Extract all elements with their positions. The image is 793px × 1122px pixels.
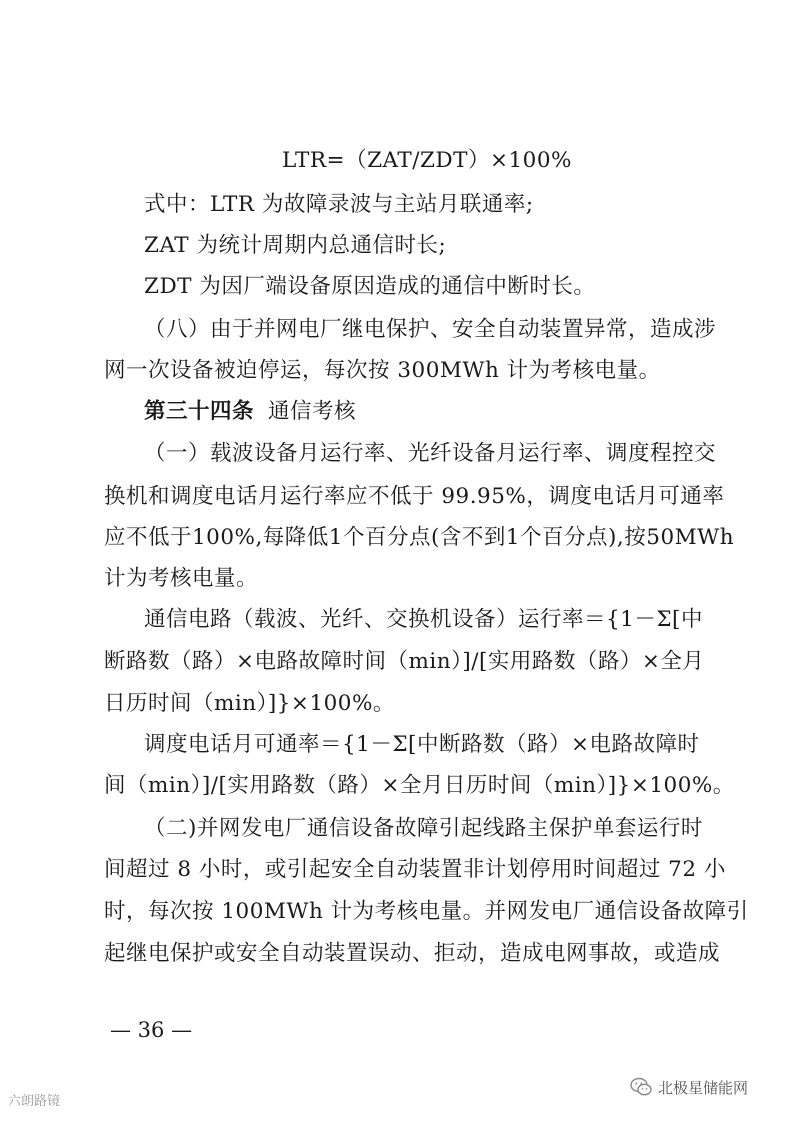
formula-ltr: LTR=（ZAT/ZDT）×100% xyxy=(282,148,572,173)
article-title: 通信考核 xyxy=(268,399,357,424)
watermark-left-text: 六朗路镜 xyxy=(8,1094,61,1109)
text-line: 间（min）]/[实用路数（路）×全月日历时间（min）]}×100%。 xyxy=(104,773,735,798)
article-heading xyxy=(144,398,734,426)
text-line: 计为考核电量。 xyxy=(104,566,259,591)
text-line: 应不低于100%,每降低1个百分点(含不到1个百分点),按50MWh xyxy=(104,525,735,550)
text-line: 网一次设备被迫停运，每次按 300MWh 计为考核电量。 xyxy=(104,358,661,383)
text-line: 间超过 8 小时，或引起安全自动装置非计划停用时间超过 72 小 xyxy=(104,857,726,882)
text-line: （八）由于并网电厂继电保护、安全自动装置异常，造成涉 xyxy=(144,317,717,342)
article-number: 第三十四条 xyxy=(144,399,255,424)
watermark-right-text: 北极星储能网 xyxy=(658,1078,749,1097)
text-line: 起继电保护或安全自动装置误动、拒动，造成电网事故，或造成 xyxy=(104,941,721,966)
text-line: 通信电路（载波、光纤、交换机设备）运行率＝{1－Σ[中 xyxy=(144,607,703,632)
text-line: 时，每次按 100MWh 计为考核电量。并网发电厂通信设备故障引 xyxy=(104,899,749,924)
text-line: ZAT 为统计周期内总通信时长; xyxy=(144,233,447,258)
text-line: （二)并网发电厂通信设备故障引起线路主保护单套运行时 xyxy=(144,816,703,841)
wechat-icon xyxy=(630,1077,652,1097)
text-line: 断路数（路）×电路故障时间（min）]/[实用路数（路）×全月 xyxy=(104,649,705,674)
text-line: ZDT 为因厂端设备原因造成的通信中断时长。 xyxy=(144,274,596,299)
text-line: （一）载波设备月运行率、光纤设备月运行率、调度程控交 xyxy=(144,441,717,466)
watermark-left xyxy=(8,1090,60,1109)
page-number: — 36 — xyxy=(110,1018,193,1042)
text-line: 换机和调度电话月运行率应不低于 99.95%，调度电话月可通率 xyxy=(104,484,725,509)
text-line: 式中：LTR 为故障录波与主站月联通率; xyxy=(144,192,534,217)
text-line: 调度电话月可通率＝{1－Σ[中断路数（路）×电路故障时 xyxy=(144,732,700,757)
watermark-right xyxy=(630,1074,748,1100)
text-line: 日历时间（min）]}×100%。 xyxy=(104,691,395,716)
